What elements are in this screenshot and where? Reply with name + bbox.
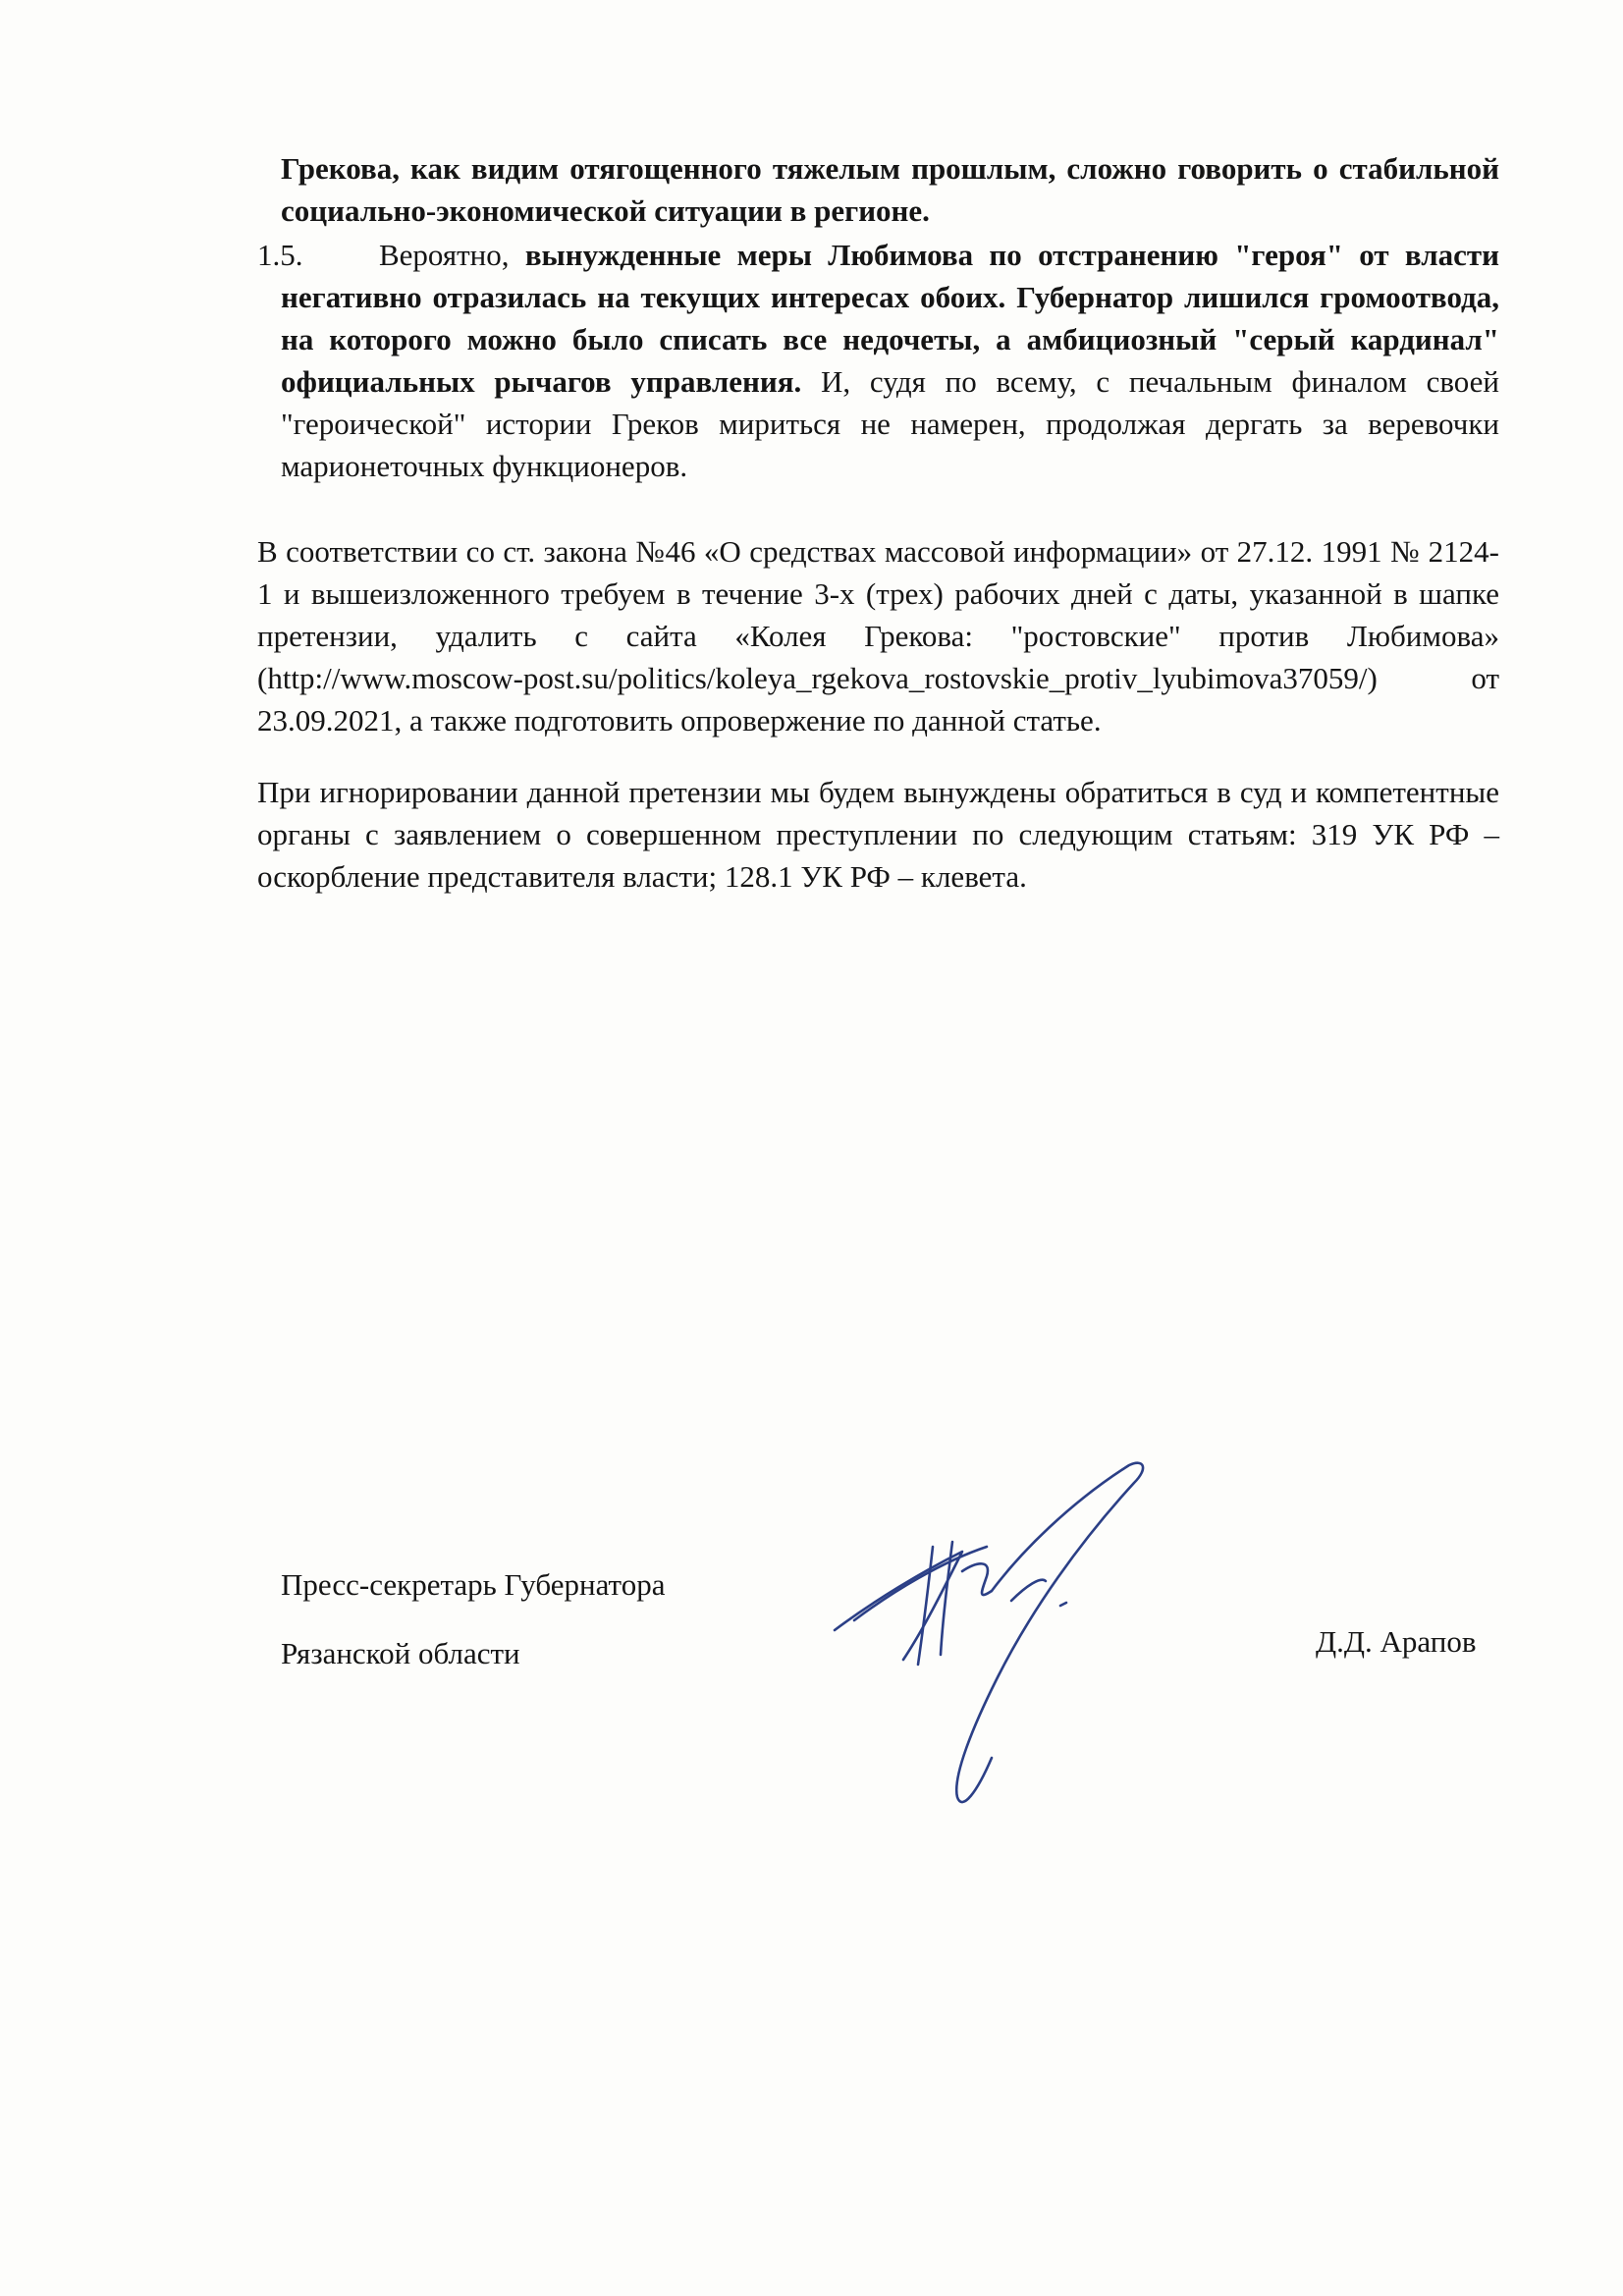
item-lead-text: Вероятно, [379,238,525,272]
warning-paragraph: При игнорировании данной претензии мы будем вынуждены обратиться в суд и компетентные органы с заявлением о совершенном преступлении по следующим статьям: 319 УК РФ – оскорбление представителя власти; 128.1 УК РФ – клевета. [257,775,1499,894]
list-item-body [281,234,1499,487]
demand-paragraph: В соответствии со ст. закона №46 «О средствах массовой информации» от 27.12. 1991 № 2124-1 и вышеизложенного требуем в течение 3-х (трех) рабочих дней с даты, указанной в шапке претензии, удалить с сайта «Колея Грекова: "ростовские" против Любимова» (http://www.moscow-post.su/politics/koleya_rgekova_rostovskie_protiv_lyubimova37059/) от 23.09.2021, а также подготовить опровержение по данной статье. [257,534,1499,738]
continuation-paragraph [281,147,1499,232]
signatory-position-line1: Пресс-секретарь Губернатора [281,1567,666,1602]
item-bold-text: вынужденные меры Любимова по отстранению "героя" от власти негативно отразилась на текущих интересах обоих. Губернатор лишился громоотвода, на которого можно было списать все недочеты, а амбициозный "серый кардинал" официальных рычагов управления. [281,238,1499,399]
list-item-1-5 [257,234,1499,487]
signatory-name: Д.Д. Арапов [1316,1624,1477,1659]
list-item-number: 1.5. [257,238,303,272]
continuation-bold-text: Грекова, как видим отягощенного тяжелым прошлым, сложно говорить о стабильной социально-экономической ситуации в регионе. [281,151,1499,228]
handwritten-signature [815,1453,1227,1846]
signatory-position-line2: Рязанской области [281,1636,520,1670]
item-tail-text: И, судя по всему, с печальным финалом своей "героической" истории Греков мириться не намерен, продолжая дергать за веревочки марионеточных функционеров. [281,364,1499,483]
